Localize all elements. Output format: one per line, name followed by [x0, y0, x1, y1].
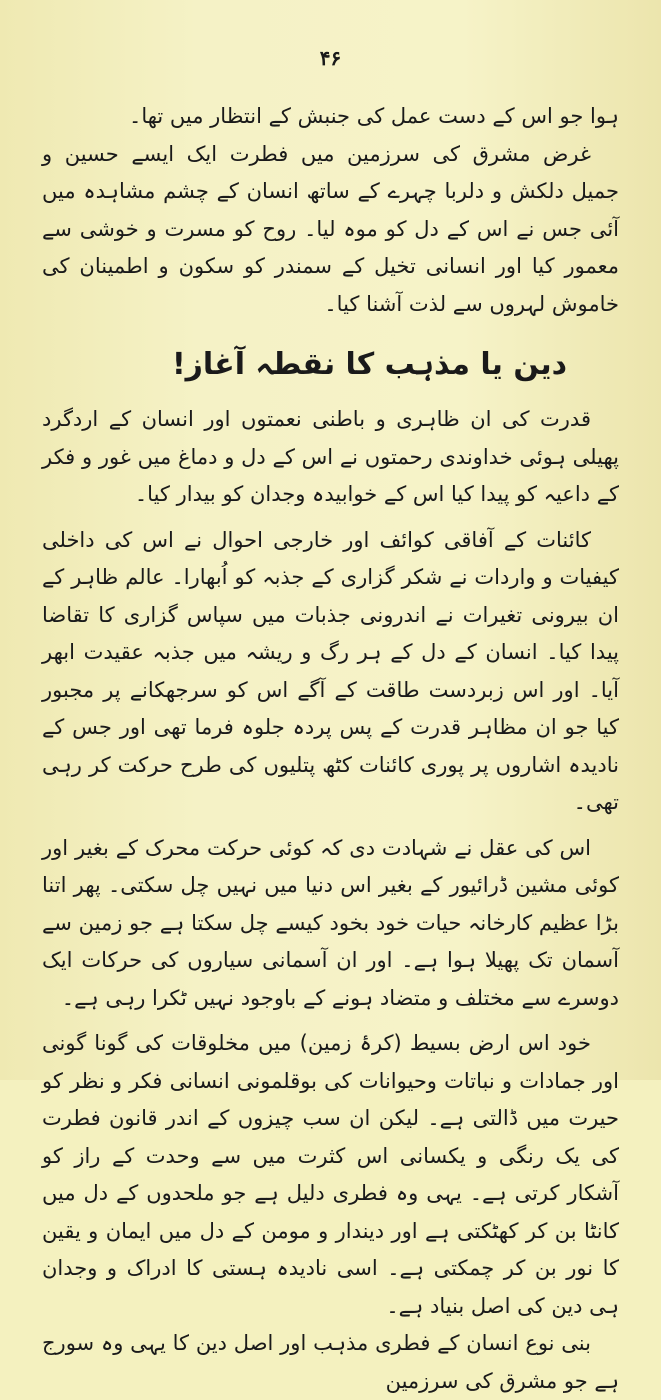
paragraph-3: کائنات کے آفاقی کوائف اور خارجی احوال نے اس کی داخلی کیفیات و واردات نے شکر گزاری کے جذبہ کو اُبھارا۔ عالم ظاہر کے ان بیرونی تغیرات نے اندرونی جذبات میں سپاس گزاری کا تقاضا پیدا کیا۔ انسان کے دل کے ہر رگ و ریشہ میں جذبہ عقیدت ابھر آیا۔ اور اس زبردست طاقت کے آگے اس کو سرجھکانے پر مجبور کیا جو ان مظاہر قدرت کے پس پردہ جلوہ فرما تھی اور جس کے نادیدہ اشاروں پر پوری کائنات کٹھ پتلیوں کی طرح حرکت کر رہی تھی۔ — [42, 527, 619, 814]
paragraph-2: قدرت کی ان ظاہری و باطنی نعمتوں اور انسان کے اردگرد پھیلی ہوئی خداوندی رحمتوں نے اس کے دل و دماغ میں غور و فکر کے داعیہ کو پیدا کیا اس کے خوابیدہ وجدان کو بیدار کیا۔ — [42, 407, 619, 506]
paragraph-4: اس کی عقل نے شہادت دی کہ کوئی حرکت محرک کے بغیر اور کوئی مشین ڈرائیور کے بغیر اس دنیا میں نہیں چل سکتی۔ پھر اتنا بڑا عظیم کارخانہ حیات خود بخود کیسے چل سکتا ہے جو زمین سے آسمان تک پھیلا ہوا ہے۔ اور ان آسمانی سیاروں کی حرکات ایک دوسرے سے مختلف و متضاد ہونے کے باوجود نہیں ٹکرا رہی ہے۔ — [42, 835, 619, 1010]
page-number: ۴۶ — [319, 46, 342, 70]
section-heading: دین یا مذہب کا نقطہ آغاز! — [171, 347, 567, 382]
intro-paragraph: ہوا جو اس کے دست عمل کی جنبش کے انتظار میں تھا۔ — [129, 104, 619, 128]
page-body — [42, 98, 619, 1400]
paragraph-6: بنی نوع انسان کے فطری مذہب اور اصل دین کا یہی وہ سورج ہے جو مشرق کی سرزمین — [42, 1331, 619, 1393]
paragraph-5: خود اس ارض بسیط (کرۂ زمین) میں مخلوقات کی گونا گونی اور جمادات و نباتات وحیوانات کی بوقلمونی انسانی فکر و نظر کو حیرت میں ڈالتی ہے۔ لیکن ان سب چیزوں کے اندر قانون فطرت کی یک رنگی و یکسانی اس کثرت میں سے وحدت کے راز کو آشکار کرتی ہے۔ یہی وہ فطری دلیل ہے جو ملحدوں کے دل میں کانٹا بن کر کھٹکتی ہے اور دیندار و مومن کے دل میں ایمان و یقین کا نور بن کر چمکتی ہے۔ اسی نادیدہ ہستی کا ادراک و وجدان ہی دین کی اصل بنیاد ہے۔ — [42, 1031, 619, 1318]
paragraph-1: غرض مشرق کی سرزمین میں فطرت ایک ایسے حسین و جمیل دلکش و دلربا چہرے کے ساتھ انسان کے چشم مشاہدہ میں آئی جس نے اس کے دل کو موہ لیا۔ روح کو مسرت و خوشی سے معمور کیا اور انسانی تخیل کے سمندر کو سکون و اطمینان کی خاموش لہروں سے لذت آشنا کیا۔ — [42, 141, 619, 316]
